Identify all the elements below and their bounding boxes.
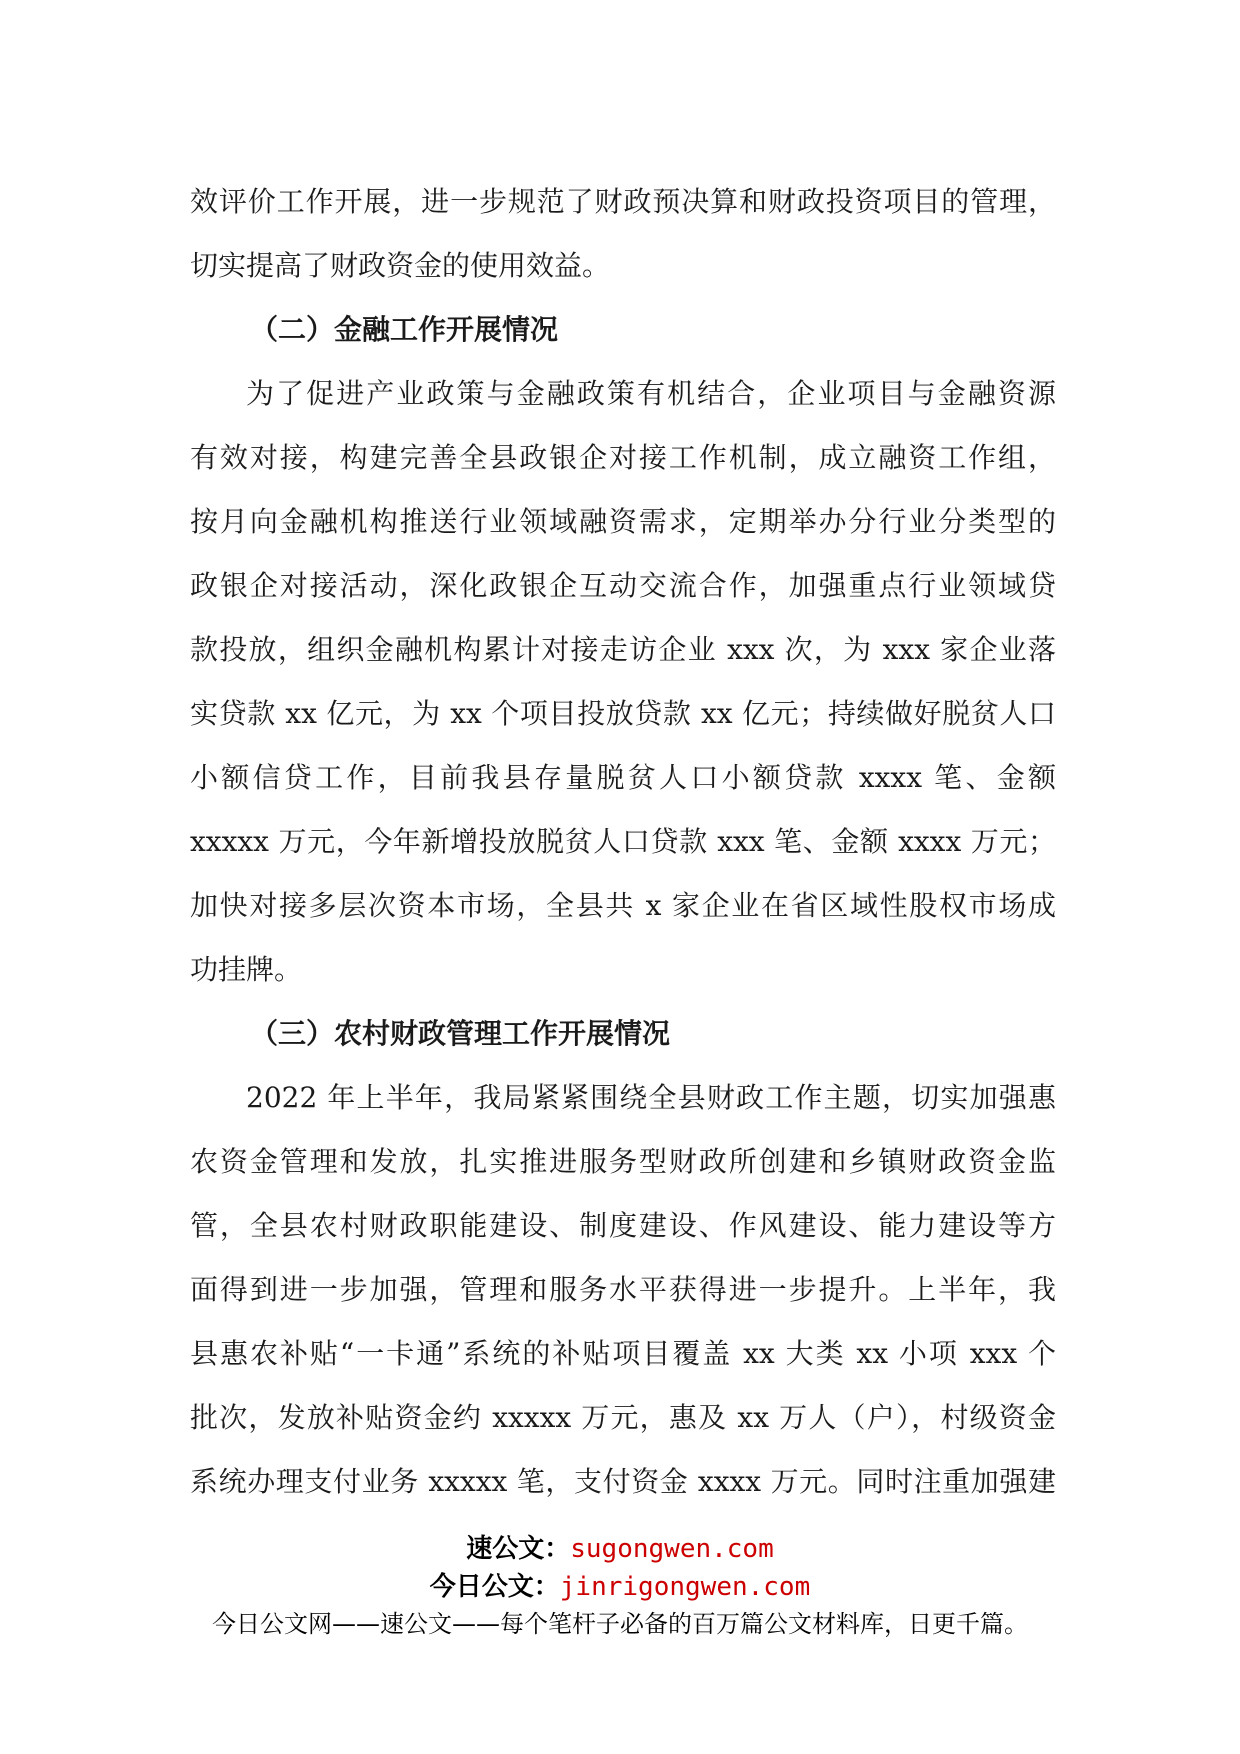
document-body [190, 170, 1056, 1514]
paragraph-line: 农资金管理和发放，扎实推进服务型财政所创建和乡镇财政资金监 [190, 1145, 1056, 1178]
paragraph-line: xxxxx 万元，今年新增投放脱贫人口贷款 xxx 笔、金额 xxxx 万元； [190, 825, 1056, 858]
paragraph-line: 批次，发放补贴资金约 xxxxx 万元，惠及 xx 万人（户），村级资金 [190, 1401, 1056, 1434]
paragraph-line: 加快对接多层次资本市场，全县共 x 家企业在省区域性股权市场成 [190, 889, 1056, 922]
footer-label: 速公文： [466, 1534, 571, 1564]
paragraph-line: 政银企对接活动，深化政银企互动交流合作，加强重点行业领域贷 [190, 569, 1056, 602]
section-heading-finance: （二）金融工作开展情况 [250, 313, 559, 346]
paragraph-line: 效评价工作开展，进一步规范了财政预决算和财政投资项目的管理， [190, 185, 1056, 218]
footer-link-jinrigongwen[interactable]: jinrigongwen.com [559, 1572, 811, 1602]
paragraph-line: 2022 年上半年，我局紧紧围绕全县财政工作主题，切实加强惠 [246, 1081, 1056, 1114]
footer-watermark [0, 1530, 1240, 1642]
paragraph-line: 小额信贷工作，目前我县存量脱贫人口小额贷款 xxxx 笔、金额 [190, 761, 1056, 794]
paragraph-line: 切实提高了财政资金的使用效益。 [190, 249, 611, 282]
paragraph-line: 按月向金融机构推送行业领域融资需求，定期举办分行业分类型的 [190, 505, 1056, 538]
footer-line-jinrigongwen [0, 1568, 1240, 1606]
paragraph-line: 面得到进一步加强，管理和服务水平获得进一步提升。上半年，我 [190, 1273, 1056, 1306]
paragraph-line: 为了促进产业政策与金融政策有机结合，企业项目与金融资源 [246, 377, 1056, 410]
paragraph-line: 县惠农补贴“一卡通”系统的补贴项目覆盖 xx 大类 xx 小项 xxx 个 [190, 1337, 1056, 1370]
section-heading-rural-finance: （三）农村财政管理工作开展情况 [250, 1017, 671, 1050]
paragraph-line: 有效对接，构建完善全县政银企对接工作机制，成立融资工作组， [190, 441, 1056, 474]
paragraph-line: 管，全县农村财政职能建设、制度建设、作风建设、能力建设等方 [190, 1209, 1056, 1242]
paragraph-line: 实贷款 xx 亿元，为 xx 个项目投放贷款 xx 亿元；持续做好脱贫人口 [190, 697, 1056, 730]
footer-label: 今日公文： [429, 1572, 560, 1602]
footer-line-sugongwen [0, 1530, 1240, 1568]
paragraph-line: 系统办理支付业务 xxxxx 笔，支付资金 xxxx 万元。同时注重加强建 [190, 1465, 1056, 1498]
paragraph-line: 功挂牌。 [190, 953, 303, 986]
paragraph-line: 款投放，组织金融机构累计对接走访企业 xxx 次，为 xxx 家企业落 [190, 633, 1056, 666]
footer-tagline: 今日公文网——速公文——每个笔杆子必备的百万篇公文材料库，日更千篇。 [212, 1610, 1028, 1638]
footer-link-sugongwen[interactable]: sugongwen.com [570, 1534, 774, 1564]
